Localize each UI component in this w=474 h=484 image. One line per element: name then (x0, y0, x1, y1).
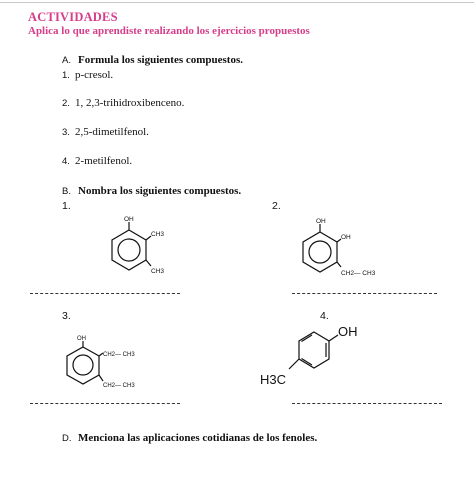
section-a-letter: A. (62, 55, 71, 66)
item-text: p-cresol. (75, 69, 114, 81)
answer-line-3[interactable] (30, 403, 180, 404)
structure-3-number: 3. (62, 310, 71, 322)
structure-2-diagram (290, 214, 390, 284)
item-text: 2-metilfenol. (75, 155, 133, 167)
item-number: 3. (62, 127, 70, 138)
ethyl-label-top: CH2— CH3 (103, 352, 135, 358)
section-b-letter: B. (62, 186, 71, 197)
exercise-a-4 (62, 155, 132, 167)
structure-1-number: 1. (62, 200, 71, 212)
exercise-a-1 (62, 69, 113, 81)
answer-line-1[interactable] (30, 293, 180, 294)
exercise-a-2 (62, 97, 184, 109)
page-subtitle: Aplica lo que aprendiste realizando los ejercicios propuestos (28, 25, 310, 37)
benzene-ring (303, 232, 337, 272)
top-rule (0, 2, 474, 3)
ethyl-label-bottom: CH2— CH3 (103, 383, 135, 389)
structure-3-diagram (58, 334, 168, 394)
exercise-a-3 (62, 126, 149, 138)
item-text: 1, 2,3-trihidroxibenceno. (75, 97, 185, 109)
oh-label-side: OH (341, 234, 351, 241)
bond-oh (329, 335, 338, 341)
item-number: 1. (62, 70, 70, 81)
aromatic-circle (118, 239, 140, 261)
bond-bottom-methyl (146, 260, 151, 266)
oh-label: OH (124, 216, 134, 223)
item-number: 4. (62, 156, 70, 167)
oh-label: OH (338, 324, 358, 339)
section-a-title: Formula los siguientes compuestos. (78, 54, 243, 66)
answer-line-4[interactable] (292, 403, 442, 404)
methyl-label-top: CH3 (151, 231, 165, 238)
section-b-title: Nombra los siguientes compuestos. (78, 185, 242, 197)
item-text: 2,5-dimetilfenol. (75, 126, 149, 138)
bond-ethyl (337, 262, 341, 267)
section-d-title: Menciona las aplicaciones cotidianas de los fenoles. (78, 432, 318, 444)
structure-2-number: 2. (272, 200, 281, 212)
section-b-heading (62, 185, 241, 197)
benzene-ring (299, 332, 329, 368)
answer-line-2[interactable] (292, 293, 437, 294)
oh-label-top: OH (316, 218, 326, 225)
methyl-label-bottom: CH3 (151, 268, 165, 275)
oh-label: OH (77, 336, 86, 342)
ethyl-label: CH2— CH3 (341, 270, 376, 277)
methyl-label: H3C (260, 372, 287, 387)
benzene-ring (112, 230, 146, 270)
section-d-heading (62, 432, 317, 444)
section-d-letter: D. (62, 433, 72, 444)
bond-ethyl-bottom (99, 375, 103, 381)
bond-methyl (289, 359, 299, 369)
benzene-ring (67, 347, 99, 384)
structure-4-number: 4. (320, 310, 329, 322)
section-a-heading (62, 54, 243, 66)
item-number: 2. (62, 98, 70, 109)
structure-1-diagram (100, 214, 180, 284)
page-title: ACTIVIDADES (28, 10, 118, 24)
aromatic-circle (309, 241, 331, 263)
aromatic-circle (73, 355, 93, 375)
structure-4-diagram (256, 322, 376, 392)
